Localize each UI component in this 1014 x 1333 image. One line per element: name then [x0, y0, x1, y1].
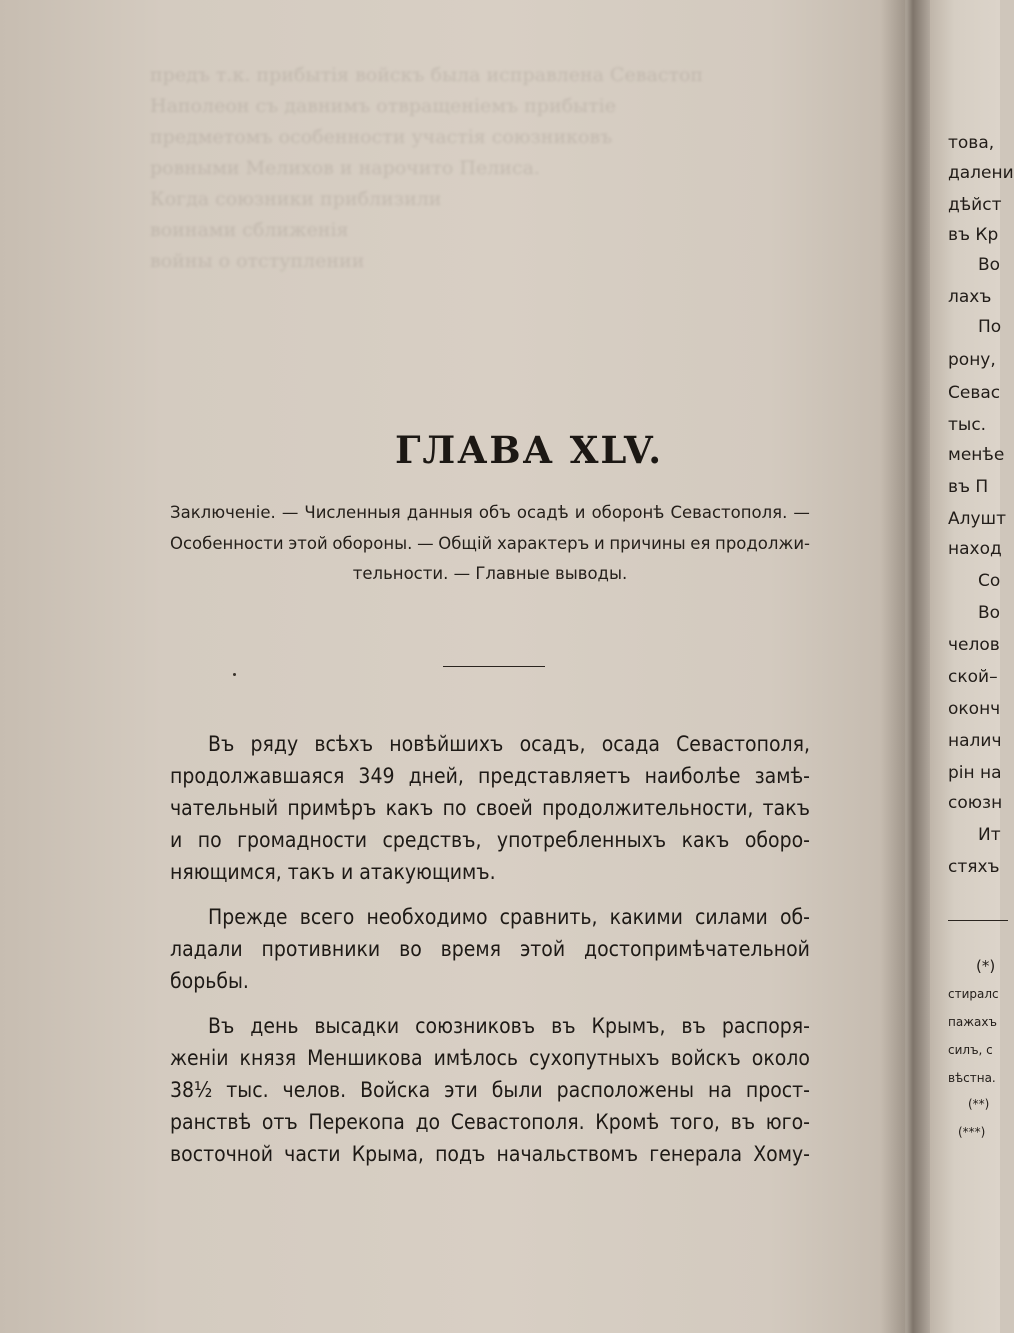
footnote-line: пажахъ — [948, 1015, 997, 1029]
facing-line: далени — [948, 163, 1014, 183]
bleed-line: ровными Мелихов и нарочито Пелиса. — [150, 157, 540, 179]
text-line: 38½ тыс. челов. Войска эти были расположены на прост- — [170, 1078, 810, 1102]
footnote-line: (*) — [976, 957, 996, 975]
facing-line: Со — [978, 571, 1001, 591]
ink-speck — [233, 673, 236, 676]
facing-line: дѣйст — [948, 195, 1002, 215]
text-line: ранствѣ отъ Перекопа до Севастополя. Кромѣ того, въ юго- — [170, 1110, 810, 1134]
facing-line: менѣе — [948, 445, 1005, 465]
footnote-rule — [948, 920, 1008, 921]
facing-line: лахъ — [948, 287, 992, 307]
bleed-line: предъ т.к. прибытія войскъ была исправлена Севастоп — [150, 64, 704, 86]
facing-line: Севас — [948, 383, 1001, 403]
summary-line: Особенности этой обороны. — Общій характеръ и причины ея продолжи- — [170, 533, 810, 553]
chapter-summary — [170, 498, 810, 590]
paragraph — [170, 728, 810, 888]
facing-line: въ П — [948, 477, 989, 497]
facing-line: союзн — [948, 793, 1003, 813]
facing-line: тыс. — [948, 415, 987, 435]
facing-line: налич — [948, 731, 1002, 751]
summary-line: Заключеніе. — Численныя данныя объ осадѣ и оборонѣ Севастополя. — — [170, 503, 810, 522]
text-line: женіи князя Меншикова имѣлось сухопутныхъ войскъ около — [170, 1046, 810, 1070]
facing-line: челов — [948, 635, 1000, 655]
body-text — [170, 728, 810, 1170]
text-line: няющимся, такъ и атакующимъ. — [170, 860, 496, 884]
facing-line: рін на — [948, 763, 1002, 783]
bleed-line: воинами сближенія — [150, 219, 349, 241]
chapter-title: ГЛАВА XLV. — [395, 428, 664, 472]
footnote-line: силъ, с — [948, 1043, 993, 1057]
footnote-line: стиралс — [948, 987, 999, 1001]
paragraph — [170, 901, 810, 997]
facing-line: Алушт — [948, 509, 1007, 529]
text-line: и по громадности средствъ, употребленныхъ какъ оборо- — [170, 828, 810, 852]
facing-line: въ Кр — [948, 225, 999, 245]
footnote-line: (**) — [968, 1097, 990, 1111]
facing-line: рону, — [948, 350, 996, 370]
facing-line: наход — [948, 539, 1002, 559]
facing-line: стяхъ — [948, 857, 1000, 877]
facing-line: това, — [948, 133, 995, 153]
text-line: ладали противники во время этой достопримѣчательной — [170, 937, 810, 961]
text-line: чательный примѣръ какъ по своей продолжительности, такъ — [170, 796, 810, 820]
bleed-line: предметомъ особенности участія союзниковъ — [150, 126, 613, 148]
section-divider — [443, 666, 545, 667]
text-line: борьбы. — [170, 969, 249, 993]
text-line: Въ ряду всѣхъ новѣйшихъ осадъ, осада Севастополя, — [208, 732, 810, 756]
paragraph — [170, 1010, 810, 1170]
text-line: Въ день высадки союзниковъ въ Крымъ, въ распоря- — [208, 1014, 810, 1038]
bleed-line: войны о отступлении — [150, 250, 365, 272]
text-line: Прежде всего необходимо сравнить, какими силами об- — [208, 905, 810, 929]
facing-line: Ит — [978, 825, 1001, 845]
facing-line: Во — [978, 603, 1001, 623]
text-line: продолжавшаяся 349 дней, представляетъ наиболѣе замѣ- — [170, 764, 810, 788]
facing-line: Во — [978, 255, 1001, 275]
summary-line: тельности. — Главные выводы. — [352, 564, 628, 583]
footnote-line: вѣстна. — [948, 1071, 996, 1085]
facing-line: ской– — [948, 667, 998, 687]
facing-line: оконч — [948, 699, 1001, 719]
bleed-line: Наполеон съ давнимъ отвращеніемъ прибытіе — [150, 95, 617, 117]
facing-line: По — [978, 317, 1002, 337]
bleed-through-text — [150, 60, 850, 277]
bleed-line: Когда союзники приблизили — [150, 188, 442, 210]
footnote-line: (***) — [958, 1125, 986, 1139]
text-line: восточной части Крыма, подъ начальствомъ генерала Хому- — [170, 1142, 810, 1166]
